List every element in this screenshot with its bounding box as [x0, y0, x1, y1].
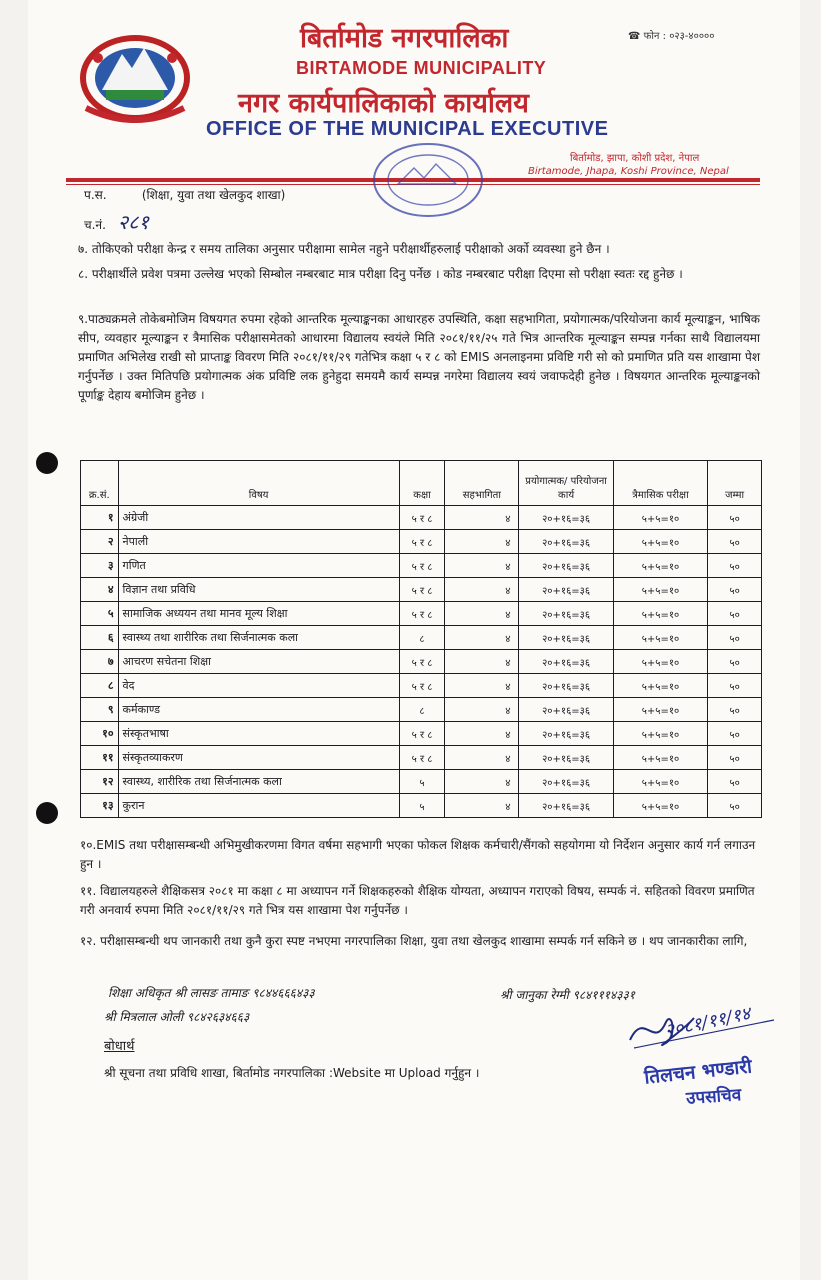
cell-practical: २०+१६=३६	[519, 554, 613, 578]
cell-practical: २०+१६=३६	[519, 602, 613, 626]
col-header-practical: प्रयोगात्मक/ परियोजना कार्य	[519, 461, 613, 506]
cell-terminal: ५+५=१०	[613, 698, 707, 722]
cell-subject: स्वास्थ्य तथा शारीरिक तथा सिर्जनात्मक कला	[118, 626, 399, 650]
cell-sn: ११	[81, 746, 119, 770]
table-row	[81, 626, 762, 650]
cell-subject: संस्कृतभाषा	[118, 722, 399, 746]
cell-sn: ९	[81, 698, 119, 722]
cell-participation: ४	[445, 578, 519, 602]
chalani-number	[84, 208, 149, 235]
cell-practical: २०+१६=३६	[519, 674, 613, 698]
cell-sn: १३	[81, 794, 119, 818]
cell-sn: २	[81, 530, 119, 554]
cell-sn: १०	[81, 722, 119, 746]
cell-total: ५०	[708, 650, 762, 674]
punch-hole	[36, 452, 58, 474]
cell-practical: २०+१६=३६	[519, 530, 613, 554]
cell-class: ८	[399, 626, 445, 650]
cell-subject: कर्मकाण्ड	[118, 698, 399, 722]
cell-terminal: ५+५=१०	[613, 554, 707, 578]
cell-sn: ३	[81, 554, 119, 578]
ps-value: (शिक्षा, युवा तथा खेलकुद शाखा)	[141, 188, 286, 202]
cell-practical: २०+१६=३६	[519, 506, 613, 530]
cell-class: ५ र ८	[399, 578, 445, 602]
cell-terminal: ५+५=१०	[613, 578, 707, 602]
cell-sn: ५	[81, 602, 119, 626]
cell-total: ५०	[708, 698, 762, 722]
cell-subject: संस्कृतव्याकरण	[118, 746, 399, 770]
cell-total: ५०	[708, 770, 762, 794]
office-name-np: नगर कार्यपालिकाको कार्यालय	[238, 88, 529, 119]
table-row	[81, 578, 762, 602]
cell-sn: ४	[81, 578, 119, 602]
cell-sn: ८	[81, 674, 119, 698]
cell-total: ५०	[708, 602, 762, 626]
cell-terminal: ५+५=१०	[613, 770, 707, 794]
cell-participation: ४	[445, 794, 519, 818]
address-en: Birtamode, Jhapa, Koshi Province, Nepal	[528, 166, 729, 177]
cell-participation: ४	[445, 722, 519, 746]
cell-participation: ४	[445, 650, 519, 674]
bodhartha-text: श्री सूचना तथा प्रविधि शाखा, बिर्तामोड नगरपालिका :Website मा Upload गर्नुहुन ।	[104, 1066, 480, 1080]
cell-total: ५०	[708, 506, 762, 530]
col-header-sn: क्र.सं.	[81, 461, 119, 506]
cell-subject: विज्ञान तथा प्रविधि	[118, 578, 399, 602]
table-row	[81, 746, 762, 770]
col-header-class: कक्षा	[399, 461, 445, 506]
cell-participation: ४	[445, 626, 519, 650]
cell-practical: २०+१६=३६	[519, 578, 613, 602]
cell-class: ५	[399, 794, 445, 818]
cell-terminal: ५+५=१०	[613, 746, 707, 770]
paragraph-12: १२. परीक्षासम्बन्धी थप जानकारी तथा कुनै कुरा स्पष्ट नभएमा नगरपालिका शिक्षा, युवा तथा खेलकुद शाखामा सम्पर्क गर्न सकिने छ । थप जानकारीका लागि,	[80, 934, 748, 948]
col-header-total: जम्मा	[708, 461, 762, 506]
cell-practical: २०+१६=३६	[519, 746, 613, 770]
punch-hole	[36, 802, 58, 824]
table-row	[81, 794, 762, 818]
office-stamp-icon	[368, 138, 488, 220]
contact-januka-regmi: श्री जानुका रेग्मी ९८४१११४३३१	[500, 988, 636, 1002]
cell-terminal: ५+५=१०	[613, 530, 707, 554]
cell-practical: २०+१६=३६	[519, 650, 613, 674]
cell-participation: ४	[445, 602, 519, 626]
cell-subject: सामाजिक अध्ययन तथा मानव मूल्य शिक्षा	[118, 602, 399, 626]
address-np: बिर्तामोड, झापा, कोशी प्रदेश, नेपाल	[570, 153, 700, 164]
cell-total: ५०	[708, 722, 762, 746]
phone-number: ☎ फोन : ०२३-४००००	[628, 31, 715, 42]
cell-terminal: ५+५=१०	[613, 674, 707, 698]
org-name-np: बिर्तामोड नगरपालिका	[300, 23, 509, 54]
cell-participation: ४	[445, 530, 519, 554]
cell-subject: नेपाली	[118, 530, 399, 554]
signature-date: २०८१/११/१४	[662, 1003, 753, 1042]
cell-participation: ४	[445, 698, 519, 722]
cell-sn: ६	[81, 626, 119, 650]
cell-practical: २०+१६=३६	[519, 794, 613, 818]
col-header-participation: सहभागिता	[445, 461, 519, 506]
paragraph-8: ८. परीक्षार्थीले प्रवेश पत्रमा उल्लेख भएको सिम्बोल नम्बरबाट मात्र परीक्षा दिनु पर्नेछ । कोड नम्बरबाट परीक्षा दिएमा सो परीक्षा स्वतः रद्द हुनेछ ।	[78, 267, 683, 281]
cell-practical: २०+१६=३६	[519, 626, 613, 650]
paragraph-11: ११. विद्यालयहरुले शैक्षिकसत्र २०८१ मा कक्षा ८ मा अध्यापन गर्ने शिक्षकहरुको शैक्षिक योग्यता, अध्यापन गराएको विषय, सम्पर्क नं. सहितको विवरण प्रमाणित गरी अनवार्य रुपमा मिति २०८१/११/२९ गते भित्र यस शाखामा पेश गर्नुपर्नेछ ।	[80, 884, 755, 917]
bodhartha-title: बोधार्थ	[104, 1039, 135, 1054]
cell-sn: ७	[81, 650, 119, 674]
paragraph-9: ९.पाठ्यक्रमले तोकेबमोजिम विषयगत रुपमा रहेको आन्तरिक मूल्याङ्कनका आधारहरु उपस्थिति, कक्षा सहभागिता, प्रयोगात्मक/परियोजना कार्य मूल्याङ्कन, भाषिक सीप, व्यवहार मूल्याङ्कन र त्रैमासिक परीक्षासमेतको आधारमा विद्यालय स्वयंले मिति २०८१/११/२५ गते भित्र आन्तरिक मूल्याङ्कन सम्पन्न गर्नका साथै विद्यालयमा प्रमाणित अभिलेख राखी सो प्राप्ताङ्क विवरण मिति २०८१/११/२९ गतेभित्र कक्षा ५ र ८ को EMIS अनलाइनमा प्रविष्टि गरी सो को प्रमाणित प्रति यस शाखामा पेश गर्नुपर्नेछ । उक्त मितिपछि प्रयोगात्मक अंक प्रविष्टि लक हुनेहुदा समयमै कार्य सम्पन्न नगरेमा विद्यालय स्वयं जवाफदेही हुनेछ । विषयगत आन्तरिक मूल्याङ्कनको पूर्णाङ्क देहाय बमोजिम हुनेछ ।	[78, 312, 760, 402]
cell-class: ५	[399, 770, 445, 794]
cell-sn: १२	[81, 770, 119, 794]
cell-total: ५०	[708, 794, 762, 818]
cell-total: ५०	[708, 554, 762, 578]
cell-class: ८	[399, 698, 445, 722]
nepal-emblem-icon	[70, 28, 200, 128]
table-row	[81, 770, 762, 794]
marks-table	[80, 460, 762, 818]
cell-sn: १	[81, 506, 119, 530]
cell-class: ५ र ८	[399, 722, 445, 746]
cell-subject: आचरण सचेतना शिक्षा	[118, 650, 399, 674]
cell-subject: गणित	[118, 554, 399, 578]
cell-participation: ४	[445, 770, 519, 794]
table-row	[81, 698, 762, 722]
cell-total: ५०	[708, 578, 762, 602]
table-row	[81, 530, 762, 554]
table-header-row	[81, 461, 762, 506]
cell-total: ५०	[708, 626, 762, 650]
cell-total: ५०	[708, 530, 762, 554]
cell-class: ५ र ८	[399, 554, 445, 578]
cell-practical: २०+१६=३६	[519, 722, 613, 746]
table-row	[81, 674, 762, 698]
cell-subject: कुरान	[118, 794, 399, 818]
table-row	[81, 602, 762, 626]
contact-education-officer: शिक्षा अधिकृत श्री लासङ तामाङ ९८४४६६६४३३	[108, 986, 315, 1000]
cell-class: ५ र ८	[399, 746, 445, 770]
table-row	[81, 506, 762, 530]
signatory-name: तिलचन भण्डारी	[643, 1055, 753, 1089]
patra-sankhya	[84, 186, 285, 203]
signatory-title: उपसचिव	[685, 1085, 742, 1109]
cell-class: ५ र ८	[399, 530, 445, 554]
cell-terminal: ५+५=१०	[613, 722, 707, 746]
col-header-terminal: त्रैमासिक परीक्षा	[613, 461, 707, 506]
cell-participation: ४	[445, 554, 519, 578]
ps-label: प.स.	[84, 188, 107, 202]
cell-participation: ४	[445, 674, 519, 698]
cell-total: ५०	[708, 674, 762, 698]
cn-value: २८१	[117, 210, 149, 234]
org-name-en: BIRTAMODE MUNICIPALITY	[296, 58, 547, 78]
table-row	[81, 554, 762, 578]
office-name-en: OFFICE OF THE MUNICIPAL EXECUTIVE	[206, 118, 609, 140]
cell-participation: ४	[445, 506, 519, 530]
paragraph-10: १०.EMIS तथा परीक्षासम्बन्धी अभिमुखीकरणमा विगत वर्षमा सहभागी भएका फोकल शिक्षक कर्मचारी/सैंगको सहयोगमा यो निर्देशन अनुसार कार्य गर्न लगाउन हुन ।	[80, 838, 756, 871]
cell-class: ५ र ८	[399, 602, 445, 626]
cell-terminal: ५+५=१०	[613, 650, 707, 674]
cn-label: च.नं.	[84, 218, 106, 232]
cell-terminal: ५+५=१०	[613, 602, 707, 626]
contact-mitralal-oli: श्री मित्रलाल ओली ९८४२६३४६६३	[104, 1010, 250, 1024]
table-row	[81, 722, 762, 746]
cell-class: ५ र ८	[399, 506, 445, 530]
cell-class: ५ र ८	[399, 650, 445, 674]
cell-total: ५०	[708, 746, 762, 770]
cell-terminal: ५+५=१०	[613, 506, 707, 530]
cell-terminal: ५+५=१०	[613, 626, 707, 650]
col-header-subject: विषय	[118, 461, 399, 506]
cell-participation: ४	[445, 746, 519, 770]
cell-subject: वेद	[118, 674, 399, 698]
cell-subject: अंग्रेजी	[118, 506, 399, 530]
cell-terminal: ५+५=१०	[613, 794, 707, 818]
paragraph-7: ७. तोकिएको परीक्षा केन्द्र र समय तालिका अनुसार परीक्षामा सामेल नहुने परीक्षार्थीहरुलाई परीक्षाको अर्को व्यवस्था हुने छैन ।	[78, 242, 610, 256]
cell-class: ५ र ८	[399, 674, 445, 698]
table-row	[81, 650, 762, 674]
cell-practical: २०+१६=३६	[519, 698, 613, 722]
cell-practical: २०+१६=३६	[519, 770, 613, 794]
cell-subject: स्वास्थ्य, शारीरिक तथा सिर्जनात्मक कला	[118, 770, 399, 794]
